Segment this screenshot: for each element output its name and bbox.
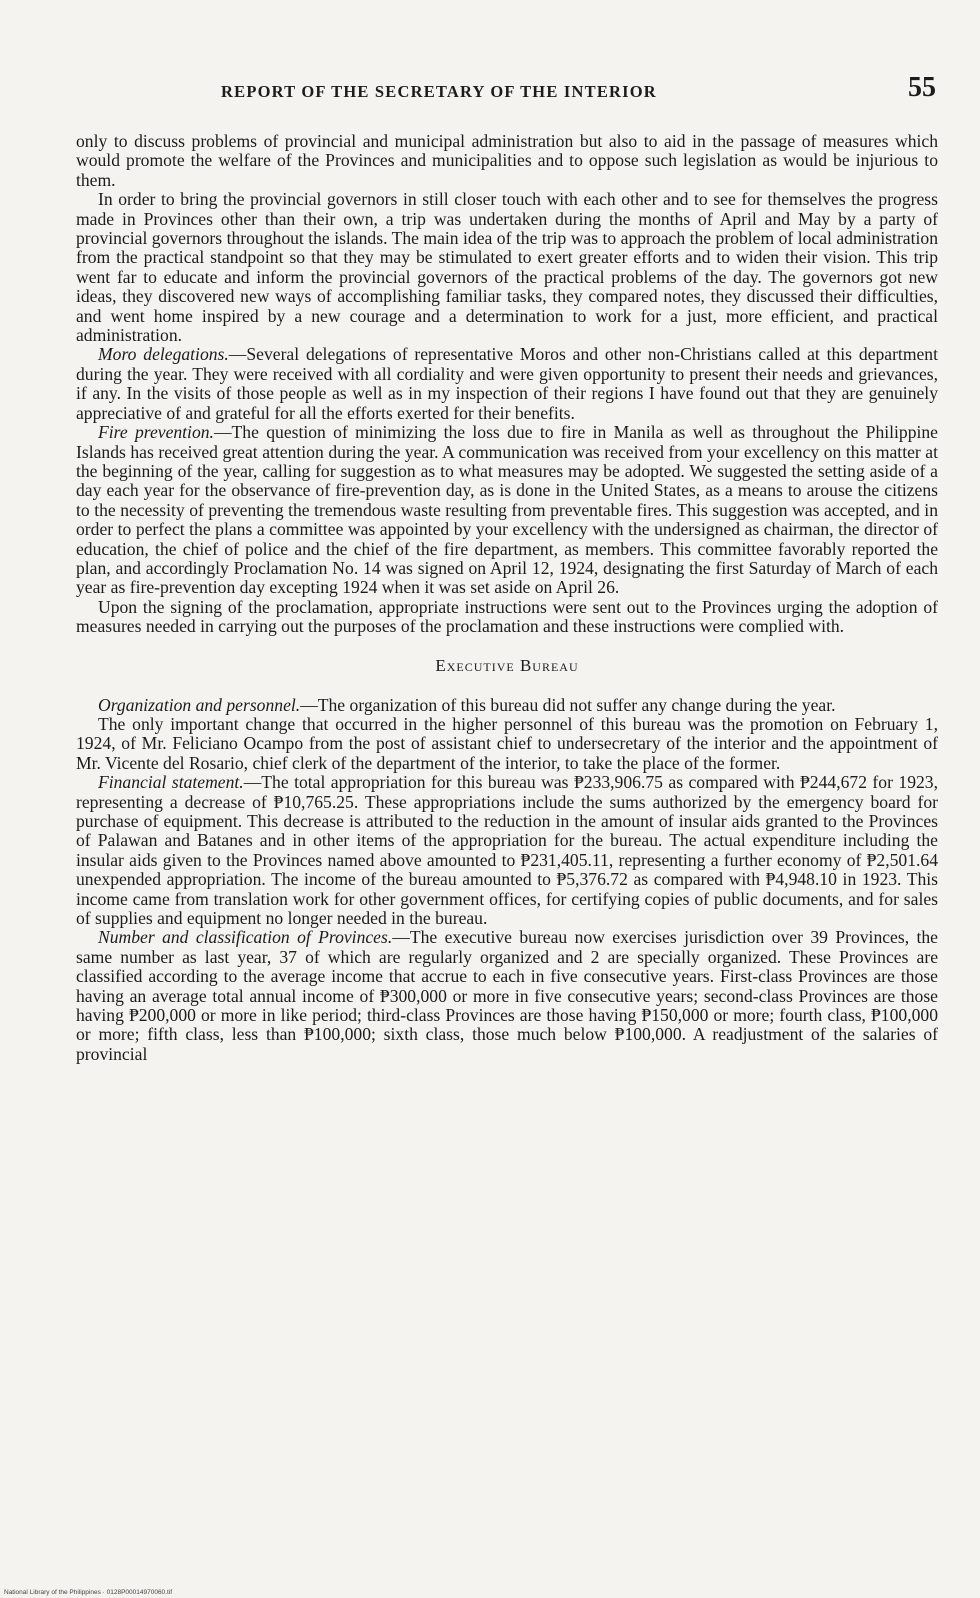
paragraph-text: —The organization of this bureau did not suffer any change during the year. [300,694,836,715]
paragraph [76,132,938,190]
page-number: 55 [908,72,936,103]
paragraph-text: only to discuss problems of provincial and municipal administration but also to aid in the passage of measures which would promote the welfare of the Provinces and municipalities and to oppose such legislation as would be injurious to them. [76,131,938,190]
paragraph [76,345,938,423]
paragraph-text: —The total appropriation for this bureau was ₱233,906.75 as compared with ₱244,672 for 1923, representing a decrease of ₱10,765.25. These appropriations include the sums authorized by the emergency board for purchase of equipment. This decrease is attributed to the reduction in the amount of insular aids granted to the Provinces of Palawan and Batanes and in other items of the appropriation for the bureau. The actual expenditure including the insular aids given to the Provinces named above amounted to ₱231,405.11, representing a further economy of ₱2,501.64 unexpended appropriation. The income of the bureau amounted to ₱5,376.72 as compared with ₱4,948.10 in 1923. This income came from translation work for other government offices, for certifying copies of public documents, and for sales of supplies and equipment no longer needed in the bureau. [76,772,938,929]
paragraph [76,773,938,928]
paragraph-text: In order to bring the provincial governors in still closer touch with each other and to see for themselves the progress made in Provinces other than their own, a trip was undertaken during the months of April and May by a party of provincial governors throughout the islands. The main idea of the trip was to approach the problem of local administration from the practical standpoint so that they may be stimulated to exert greater efforts and to widen their vision. This trip went far to educate and inform the provincial governors of the practical problems of the day. The governors got new ideas, they discovered new ways of accomplishing familiar tasks, they compared notes, they discussed their difficulties, and went home inspired by a new courage and a determination to work for a just, more efficient, and practical administration. [76,189,938,346]
paragraphs-top [76,132,938,637]
paragraph-lead: Financial statement. [98,772,244,793]
section-heading: Executive Bureau [435,655,579,675]
body-text [76,132,938,1064]
page-header [76,70,938,114]
paragraph-text: —The executive bureau now exercises jurisdiction over 39 Provinces, the same number as last year, 37 of which are regularly organized and 2 are specially organized. These Provinces are classified according to the average income that accrue to each in five consecutive years. First-class Provinces are those having an average total annual income of ₱300,000 or more in five consecutive years; second-class Provinces are those having ₱200,000 or more in like period; third-class Provinces are those having ₱150,000 or more; fourth class, ₱100,000 or more; fifth class, less than ₱100,000; sixth class, those much below ₱100,000. A readjustment of the salaries of provincial [76,927,938,1064]
paragraph-lead: Fire prevention. [98,422,214,443]
document-page [76,70,938,1064]
paragraph-lead: Organization and personnel. [98,694,301,715]
paragraph-text: The only important change that occurred in the higher personnel of this bureau was the promotion on February 1, 1924, of Mr. Feliciano Ocampo from the post of assistant chief to undersecretary of the interior and the appointment of Mr. Vicente del Rosario, chief clerk of the department of the interior, to take the place of the former. [76,713,938,773]
paragraph [76,190,938,345]
paragraphs-bottom [76,696,938,1065]
paragraph [76,423,938,598]
paragraph-lead: Moro delegations. [98,344,229,365]
paragraph-text: —Several delegations of representative Moros and other non-Christians called at this department during the year. They were received with all cordiality and were given opportunity to present their needs and grievances, if any. In the visits of those people as well as in my inspection of their regions I have found out that they are genuinely appreciative of and grateful for all the efforts exerted for their benefits. [76,344,938,423]
paragraph-text: Upon the signing of the proclamation, appropriate instructions were sent out to the Provinces urging the adoption of measures needed in carrying out the purposes of the proclamation and these instructions were complied with. [76,596,938,637]
scan-footer: National Library of the Philippines · 0128P00014970060.tif [4,1589,173,1596]
paragraph [76,696,938,715]
paragraph-text: —The question of minimizing the loss due to fire in Manila as well as throughout the Philippine Islands has received great attention during the year. A communication was received from your excellency on this matter at the beginning of the year, calling for suggestion as to what measures may be adopted. We suggested the setting aside of a day each year for the observance of fire-prevention day, as is done in the United States, as a means to arouse the citizens to the necessity of preventing the tremendous waste resulting from preventable fires. This suggestion was accepted, and in order to perfect the plans a committee was appointed by your excellency with the undersigned as chairman, the director of education, the chief of police and the chief of the fire department, as members. This committee favorably reported the plan, and accordingly Proclamation No. 14 was signed on April 12, 1924, designating the first Saturday of March of each year as fire-prevention day excepting 1924 when it was set aside on April 26. [76,422,938,598]
paragraph [76,598,938,637]
paragraph-lead: Number and classification of Provinces. [98,927,393,948]
running-head: REPORT OF THE SECRETARY OF THE INTERIOR [221,82,657,101]
paragraph [76,928,938,1064]
paragraph [76,715,938,773]
